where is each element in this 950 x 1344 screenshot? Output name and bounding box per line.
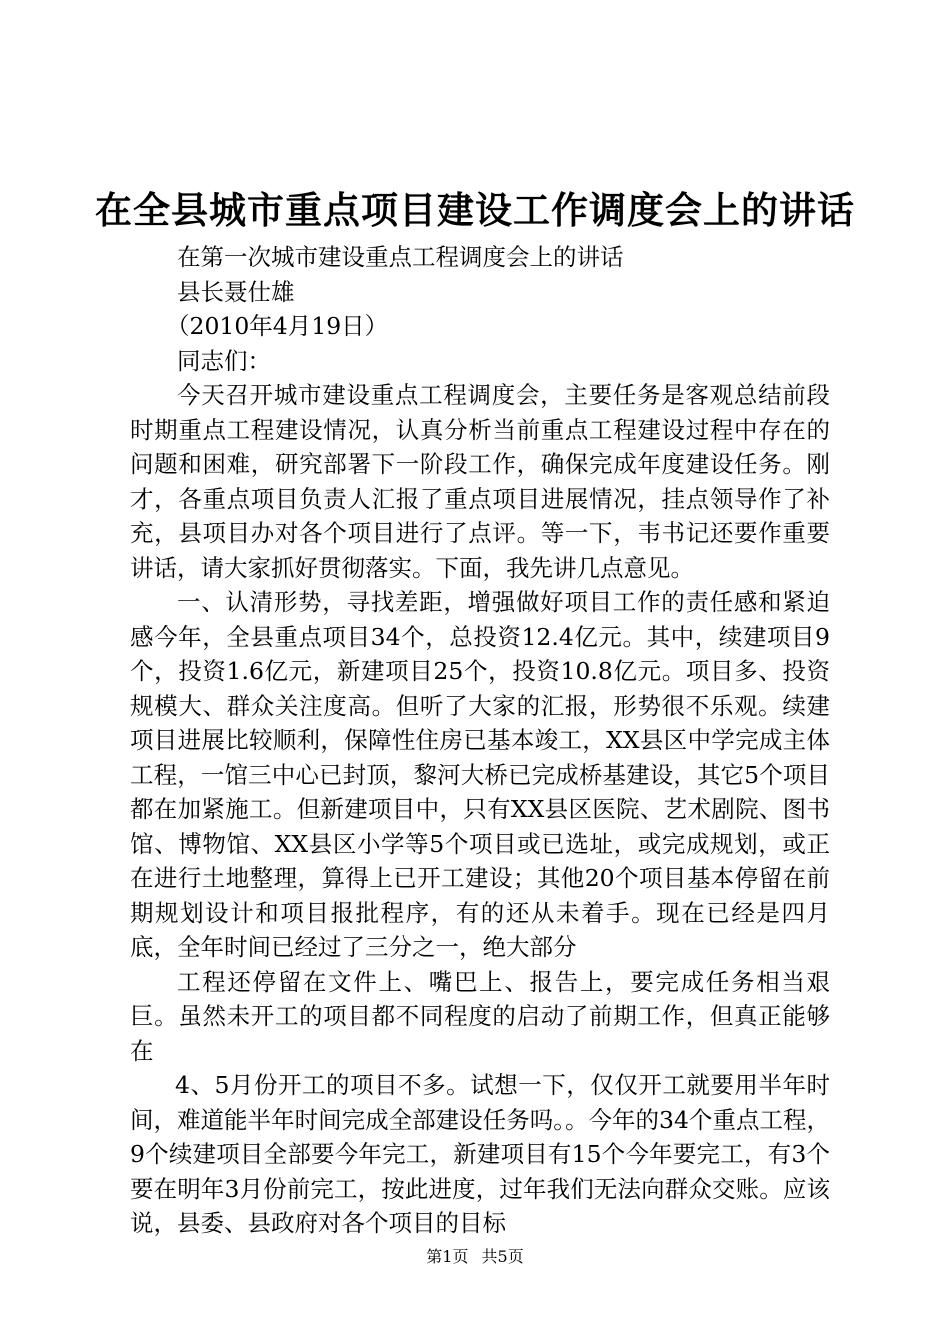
paragraph-4: 4、5月份开工的项目不多。试想一下，仅仅开工就要用半年时间，难道能半年时间完成全部建设任务吗。。今年的34个重点工程，9个续建项目全部要今年完工，新建项目有15个今年要完工，有3个要在明年3月份前完工，按此进度，过年我们无法向群众交账。应该说，县委、县政府对各个项目的目标	[130, 1071, 830, 1237]
speaker-line: 县长聂仕雄	[177, 277, 295, 306]
page-number: 第1页	[426, 1247, 469, 1266]
date-line: （2010年4月19日）	[166, 312, 389, 340]
page-total: 共5页	[481, 1247, 524, 1266]
paragraph-2: 一、认清形势，寻找差距，增强做好项目工作的责任感和紧迫感今年，全县重点项目34个，总投资12.4亿元。其中，续建项目9个，投资1.6亿元，新建项目25个，投资10.8亿元。项目多、投资规模大、群众关注度高。但听了大家的汇报，形势很不乐观。续建项目进展比较顺利，保障性住房已基本竣工，XX县区中学完成主体工程，一馆三中心已封顶，黎河大桥已完成桥基建设，其它5个项目都在加紧施工。但新建项目中，只有XX县区医院、艺术剧院、图书馆、博物馆、XX县区小学等5个项目或已选址，或完成规划，或正在进行土地整理，算得上已开工建设；其他20个项目基本停留在前期规划设计和项目报批程序，有的还从未着手。现在已经是四月底，全年时间已经过了三分之一，绝大部分	[130, 588, 830, 961]
document-title: 在全县城市重点项目建设工作调度会上的讲话	[95, 188, 855, 232]
document-body	[130, 240, 830, 1241]
paragraph-1: 今天召开城市建设重点工程调度会，主要任务是客观总结前段时期重点工程建设情况，认真分析当前重点工程建设过程中存在的问题和困难，研究部署下一阶段工作，确保完成年度建设任务。刚才，各重点项目负责人汇报了重点项目进展情况，挂点领导作了补充，县项目办对各个项目进行了点评。等一下，韦书记还要作重要讲话，请大家抓好贯彻落实。下面，我先讲几点意见。	[130, 381, 830, 582]
page-footer	[0, 1244, 950, 1267]
salutation-line: 同志们：	[177, 346, 271, 375]
paragraph-3: 工程还停留在文件上、嘴巴上、报告上，要完成任务相当艰巨。虽然未开工的项目都不同程度的启动了前期工作，但真正能够在	[130, 967, 830, 1065]
subtitle-line: 在第一次城市建设重点工程调度会上的讲话	[177, 243, 624, 271]
